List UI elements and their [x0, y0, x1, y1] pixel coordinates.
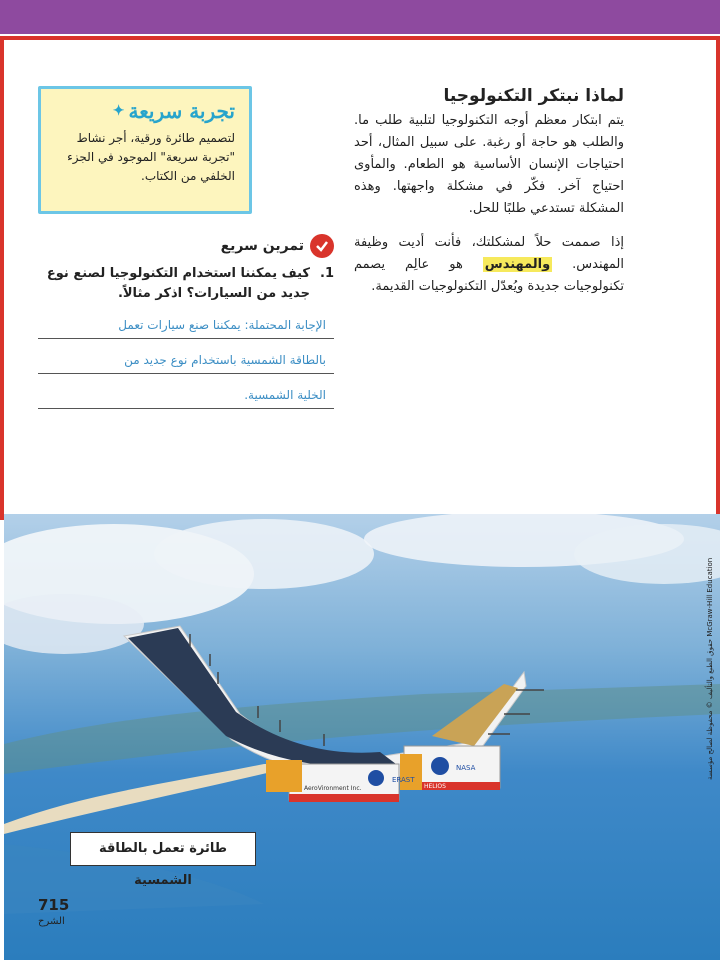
quick-exercise [38, 234, 334, 409]
solar-plane-photo [4, 514, 720, 960]
article-section [354, 86, 624, 298]
quick-lab-title: تجربة سريعة [128, 99, 235, 123]
sparkle-icon: ✦ [112, 103, 125, 119]
exercise-heading: تمرين سريع [220, 238, 304, 254]
left-frame-rule [0, 40, 4, 520]
answer-line-2: بالطاقة الشمسية باستخدام نوع جديد من [38, 347, 334, 374]
highlighted-term: والمهندس [484, 257, 551, 272]
page-label: الشرح [38, 916, 65, 927]
exercise-header [38, 234, 334, 258]
aircraft-label-nasa: NASA [456, 764, 476, 772]
answer-line-1: الإجابة المحتملة: يمكننا صنع سيارات تعمل [38, 312, 334, 339]
aircraft-label-erast: ERAST [392, 776, 415, 784]
right-frame-rule [716, 40, 720, 520]
paragraph-2-lead: إذا صممت حلاً لمشكلتك، فأنت أديت وظيفة المهندس. [354, 235, 624, 272]
top-color-band [0, 0, 720, 34]
exercise-question [38, 264, 334, 304]
paragraph-2-rest: هو عالِم يصمم تكنولوجيات جديدة ويُعدّل التكنولوجيات القديمة. [354, 257, 624, 294]
photo-caption: طائرة تعمل بالطاقة الشمسية [70, 832, 256, 866]
quick-lab-text: لتصميم طائرة ورقية، أجر نشاط "تجربة سريعة" الموجود في الجزء الخلفي من الكتاب. [67, 131, 235, 183]
quick-lab-header [55, 99, 235, 123]
quick-lab-box [38, 86, 252, 214]
top-red-rule [0, 36, 720, 40]
aircraft-label-company: AeroVironment Inc. [304, 785, 362, 792]
photo-credit: حقوق الطبع والتأليف © محفوظة لصالح مؤسسة McGraw-Hill Education [706, 557, 714, 780]
question-number: 1. [320, 266, 334, 281]
checkmark-icon [310, 234, 334, 258]
photo-illustration [4, 514, 720, 960]
answer-line-3: الخلية الشمسية. [38, 382, 334, 409]
question-text: كيف يمكننا استخدام التكنولوجيا لصنع نوع جديد من السيارات؟ اذكر مثالاً. [46, 266, 310, 301]
article-title: لماذا نبتكر التكنولوجيا [443, 86, 624, 106]
article-paragraph-2 [354, 232, 624, 298]
page-number: 715 [38, 896, 70, 914]
article-paragraph-1: يتم ابتكار معظم أوجه التكنولوجيا لتلبية طلب ما. والطلب هو حاجة أو رغبة. على سبيل المثال، أحد احتياجات الإنسان الأساسية هو الطعام. والمأوى احتياج آخر. فكّر في مشكلة واجهتها. وهذه المشكلة تستدعي طلبًا للحل. [354, 113, 624, 216]
aircraft-label-helios: HELIOS [424, 783, 446, 790]
